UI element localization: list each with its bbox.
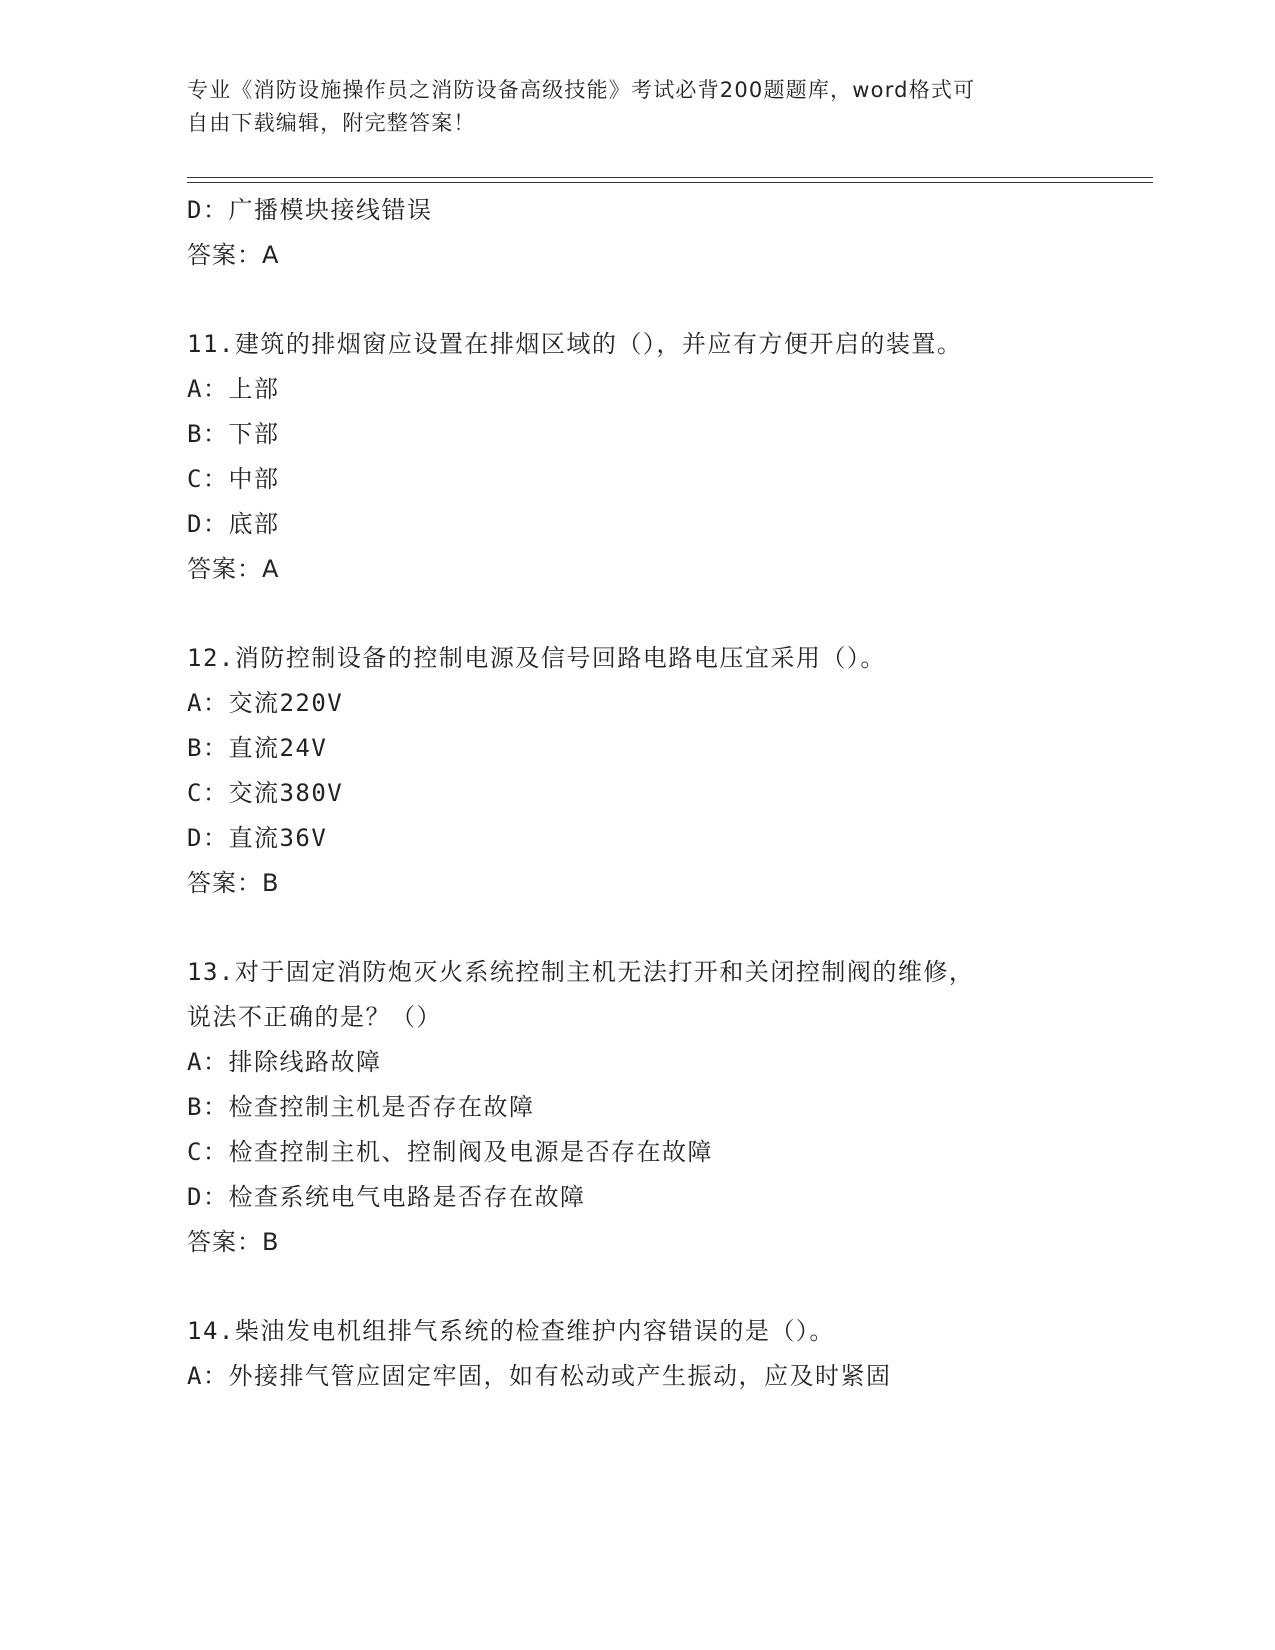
header-title-line-1: 专业《消防设施操作员之消防设备高级技能》考试必背200题题库，word格式可: [187, 78, 976, 102]
question-list: [187, 188, 1147, 1399]
option-b: B：检查控制主机是否存在故障: [187, 1093, 535, 1121]
spacer: [187, 592, 1147, 636]
option-d: D：直流36V: [187, 824, 328, 852]
header-divider-bottom: [187, 182, 1153, 183]
spacer: [187, 906, 1147, 950]
option-c: C：中部: [187, 465, 280, 493]
option-a: A：交流220V: [187, 689, 344, 717]
answer-line: 答案：B: [187, 1228, 280, 1256]
option-c: C：检查控制主机、控制阀及电源是否存在故障: [187, 1138, 713, 1166]
option-a: A：外接排气管应固定牢固，如有松动或产生振动，应及时紧固: [187, 1362, 892, 1390]
question-title-line-1: 13.对于固定消防炮灭火系统控制主机无法打开和关闭控制阀的维修，: [187, 958, 975, 986]
question-title: 14.柴油发电机组排气系统的检查维护内容错误的是（）。: [187, 1317, 835, 1345]
question-block-13: [187, 950, 1147, 1265]
answer-line: 答案：A: [187, 241, 280, 269]
option-c: C：交流380V: [187, 779, 344, 807]
header-title-line-2: 自由下载编辑，附完整答案！: [187, 111, 476, 135]
option-d: D：底部: [187, 510, 280, 538]
question-block-14: [187, 1309, 1147, 1399]
option-d: D：检查系统电气电路是否存在故障: [187, 1183, 586, 1211]
answer-line: 答案：B: [187, 869, 280, 897]
option-d: D：广播模块接线错误: [187, 196, 433, 224]
document-header: [187, 74, 1067, 140]
question-block-10-tail: [187, 188, 1147, 278]
spacer: [187, 278, 1147, 322]
question-title-line-2: 说法不正确的是？（）: [187, 1003, 442, 1031]
question-block-11: [187, 322, 1147, 592]
question-block-12: [187, 636, 1147, 906]
option-b: B：下部: [187, 420, 280, 448]
spacer: [187, 1265, 1147, 1309]
answer-line: 答案：A: [187, 555, 280, 583]
option-b: B：直流24V: [187, 734, 328, 762]
header-divider-top: [187, 177, 1153, 178]
option-a: A：排除线路故障: [187, 1048, 382, 1076]
question-title: 11.建筑的排烟窗应设置在排烟区域的（），并应有方便开启的装置。: [187, 330, 963, 358]
option-a: A：上部: [187, 375, 280, 403]
question-title: 12.消防控制设备的控制电源及信号回路电路电压宜采用（）。: [187, 644, 886, 672]
